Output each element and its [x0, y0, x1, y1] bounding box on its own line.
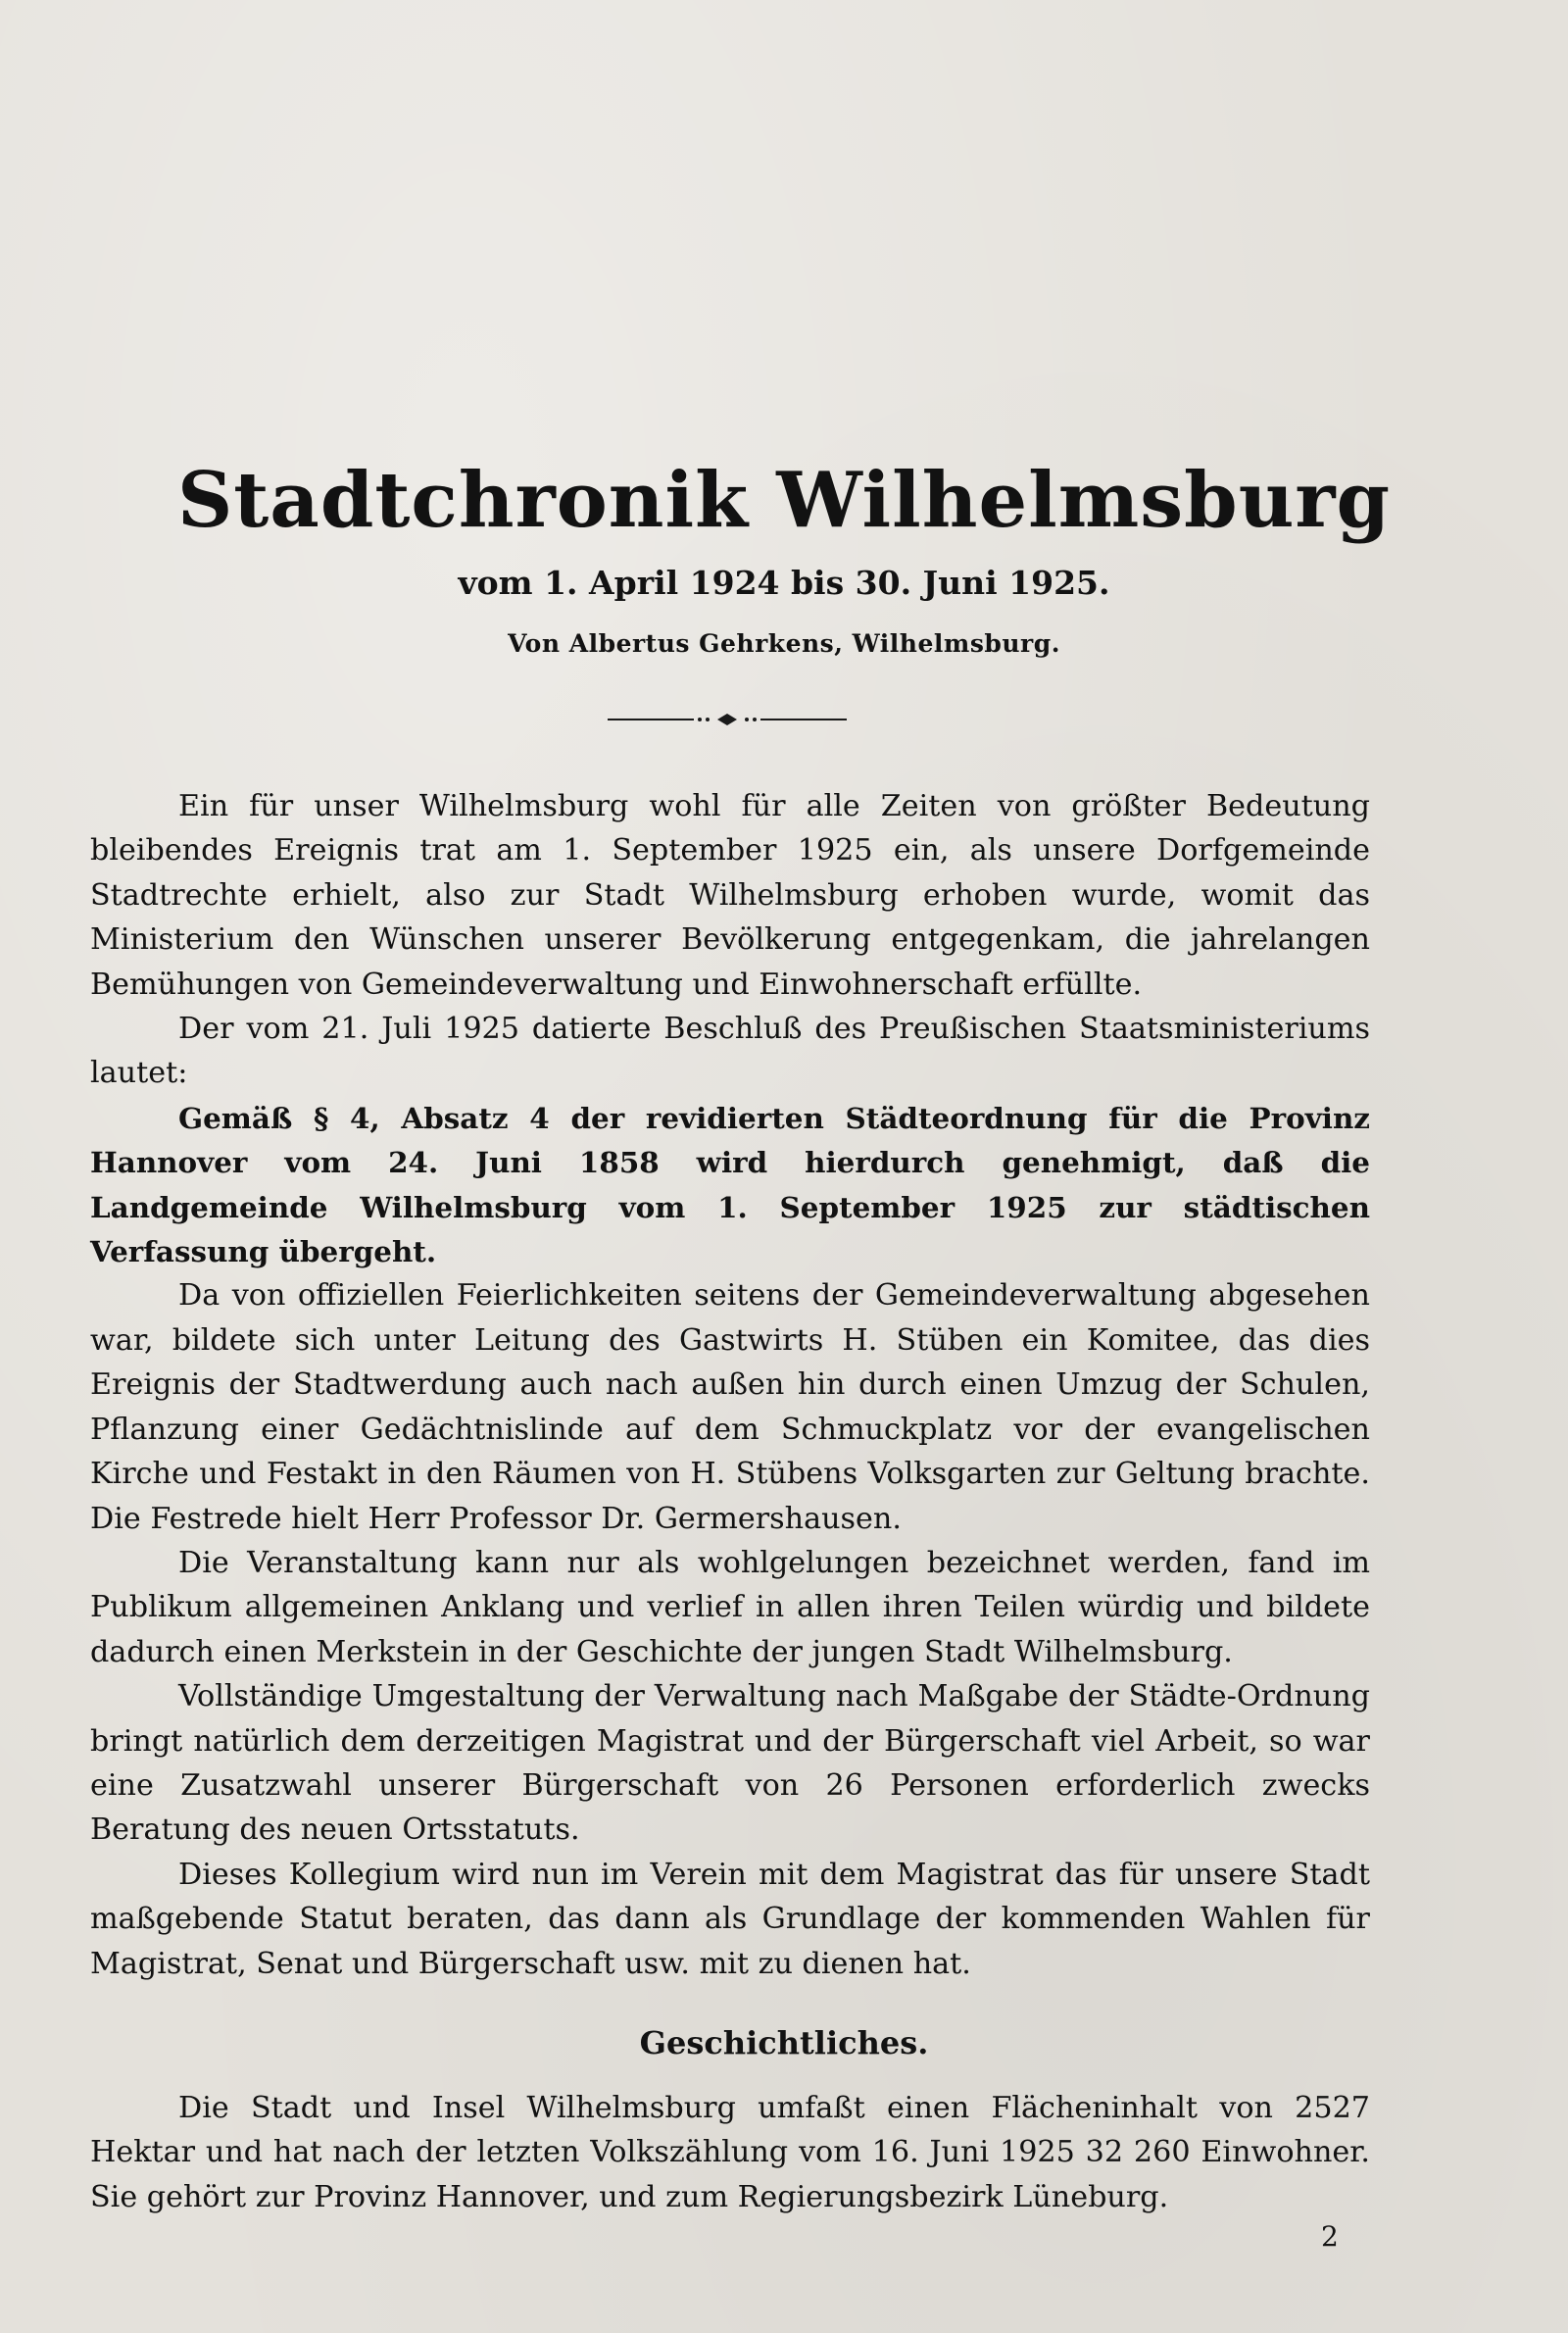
chronicle-body	[90, 784, 1370, 1986]
paragraph-veranstaltung: Die Veranstaltung kann nur als wohlgelungen bezeichnet werden, fand im Publikum allgemeinen Anklang und verlief in allen ihren Teilen würdig und bildete dadurch einen Merkstein in der Geschichte der jungen Stadt Wilhelmsburg.	[90, 1545, 1370, 1669]
paragraph-umgestaltung: Vollständige Umgestaltung der Verwaltung nach Maßgabe der Städte-Ordnung bringt natürlich dem derzeitigen Magistrat und der Bürgerschaft viel Arbeit, so war eine Zusatzwahl unserer Bürgerschaft von 26 Personen erforderlich zwecks Beratung des neuen Ortsstatuts.	[90, 1679, 1370, 1848]
paragraph-kollegium: Dieses Kollegium wird nun im Verein mit dem Magistrat das für unsere Stadt maßgebende Statut beraten, das dann als Grundlage der kommenden Wahlen für Magistrat, Senat und Bürgerschaft usw. mit zu dienen hat.	[90, 1857, 1370, 1981]
paragraph-beschluss-quote: Gemäß § 4, Absatz 4 der revidierten Städteordnung für die Provinz Hannover vom 24. Juni 1858 wird hierdurch genehmigt, daß die Landgemeinde Wilhelmsburg vom 1. September 1925 zur städtischen Verfassung übergeht.	[90, 1100, 1370, 1269]
paragraph-stadtrechte: Ein für unser Wilhelmsburg wohl für alle Zeiten von größter Bedeutung bleibendes Ereignis trat am 1. September 1925 ein, als unsere Dorfgemeinde Stadtrechte erhielt, also zur Stadt Wilhelmsburg erhoben wurde, womit das Ministerium den Wünschen unserer Bevölkerung entgegenkam, die jahrelangen Bemühungen von Gemeindeverwaltung und Einwohnerschaft erfüllte.	[90, 789, 1370, 1002]
paragraph-flaecheninhalt: Die Stadt und Insel Wilhelmsburg umfaßt einen Flächeninhalt von 2527 Hektar und hat nach der letzten Volkszählung vom 16. Juni 1925 32 260 Einwohner. Sie gehört zur Provinz Hannover, und zum Regierungsbezirk Lüneburg.	[90, 2091, 1370, 2214]
paragraph-beschluss-intro: Der vom 21. Juli 1925 datierte Beschluß des Preußischen Staatsministeriums lautet:	[90, 1012, 1370, 1091]
author-line: Von Albertus Gehrkens, Wilhelmsburg.	[508, 629, 1060, 658]
ornamental-divider-icon	[608, 710, 847, 729]
section-heading-geschichtliches: Geschichtliches.	[639, 2024, 929, 2061]
paragraph-feierlichkeiten: Da von offiziellen Feierlichkeiten seitens der Gemeindeverwaltung abgesehen war, bildete sich unter Leitung des Gastwirts H. Stüben ein Komitee, das dies Ereignis der Stadtwerdung auch nach außen hin durch einen Umzug der Schulen, Pflanzung einer Gedächtnislinde auf dem Schmuckplatz vor der evangelischen Kirche und Festakt in den Räumen von H. Stübens Volksgarten zur Geltung brachte. Die Festrede hielt Herr Professor Dr. Germershausen.	[90, 1278, 1370, 1536]
page-title: Stadtchronik Wilhelmsburg	[176, 456, 1392, 545]
page-number: 2	[1321, 2220, 1339, 2253]
history-body	[90, 2086, 1370, 2219]
date-range-subtitle: vom 1. April 1924 bis 30. Juni 1925.	[458, 564, 1110, 602]
